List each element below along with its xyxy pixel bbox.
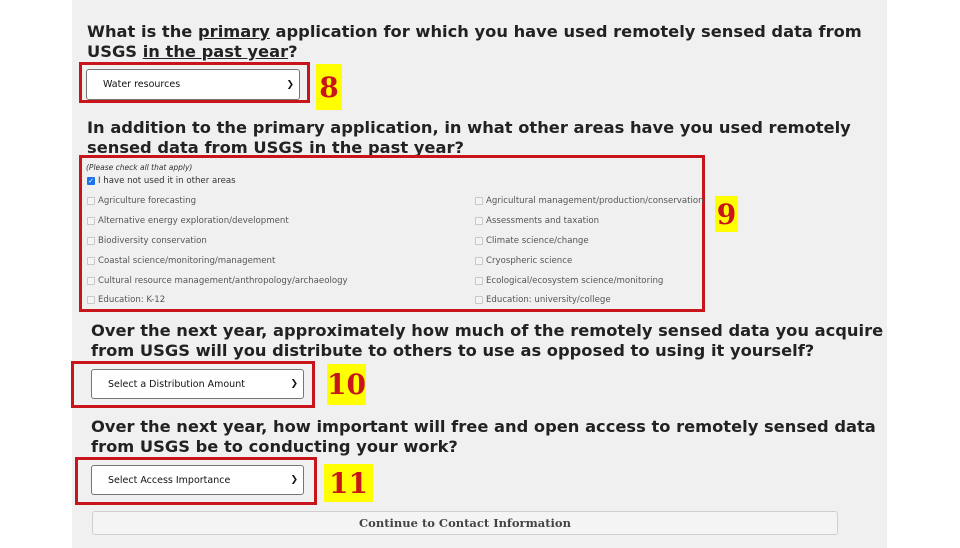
checkbox-label: Cryospheric science (486, 256, 573, 266)
q8-text-primary: primary (198, 22, 270, 41)
primary-application-select[interactable] (86, 69, 300, 100)
checkbox[interactable] (475, 217, 483, 225)
q10-question: Over the next year, approximately how much of the remotely sensed data you acquire from USGS will you distribute to others to use as opposed to using it yourself? (91, 321, 884, 360)
access-importance-select[interactable] (91, 465, 304, 495)
checkbox-label: Education: K-12 (98, 295, 166, 305)
primary-application-value: Water resources (103, 79, 181, 90)
checkbox-row[interactable] (87, 295, 165, 305)
checkbox[interactable] (87, 257, 95, 265)
checkbox-row[interactable] (87, 236, 207, 246)
checkbox[interactable] (475, 257, 483, 265)
q8-number-tag (316, 64, 342, 110)
none-other-areas-label: I have not used it in other areas (98, 176, 236, 186)
checkbox-row[interactable] (87, 216, 289, 226)
checkbox[interactable] (87, 197, 95, 205)
checkbox[interactable] (475, 277, 483, 285)
checkbox-row[interactable] (475, 236, 589, 246)
checkbox-label: Agricultural management/production/conservation (486, 196, 704, 206)
q10-tag-label: 10 (327, 368, 366, 401)
none-other-areas-checkbox-row[interactable] (87, 176, 236, 186)
checkbox-checked-icon[interactable]: ✓ (88, 177, 94, 185)
q8-text-c: ? (288, 42, 298, 61)
checkbox[interactable] (87, 217, 95, 225)
checkbox-label: Education: university/college (486, 295, 611, 305)
checkbox-label: Coastal science/monitoring/management (98, 256, 276, 266)
checkbox-row[interactable] (475, 295, 611, 305)
checkbox-label: Ecological/ecosystem science/monitoring (486, 276, 664, 286)
q8-text-a: What is the (87, 22, 199, 41)
chevron-down-icon: ❯ (286, 79, 294, 90)
checkbox-row[interactable] (475, 196, 704, 206)
checkbox[interactable] (87, 296, 95, 304)
checkbox-row[interactable] (475, 216, 599, 226)
checkbox[interactable] (475, 197, 483, 205)
chevron-down-icon: ❯ (290, 379, 298, 389)
q8-text-b: application for which you have used remotely sensed data from USGS (87, 22, 862, 61)
checkbox-row[interactable] (87, 276, 348, 286)
checkbox[interactable] (475, 296, 483, 304)
q10-number-tag (327, 364, 366, 405)
checkbox-label: Agriculture forecasting (98, 196, 197, 206)
checkbox-row[interactable] (475, 276, 663, 286)
q9-question: In addition to the primary application, in what other areas have you used remotely sensed data from USGS in the past year? (87, 118, 851, 157)
q8-tag-label: 8 (319, 70, 339, 104)
checkbox-label: Assessments and taxation (486, 216, 600, 226)
checkbox-label: Alternative energy exploration/development (98, 216, 289, 226)
q11-tag-label: 11 (329, 466, 368, 500)
distribution-amount-value: Select a Distribution Amount (108, 378, 245, 390)
checkbox-label: Biodiversity conservation (98, 236, 207, 246)
checkbox-row[interactable] (87, 196, 196, 206)
access-importance-value: Select Access Importance (108, 474, 231, 486)
checkbox[interactable] (475, 237, 483, 245)
q9-number-tag (715, 196, 738, 232)
q8-question (87, 22, 877, 62)
q8-text-past-year: in the past year (142, 42, 289, 61)
q9-tag-label: 9 (716, 197, 737, 231)
checkbox-label: Cultural resource management/anthropology/archaeology (98, 276, 348, 286)
q11-question: Over the next year, how important will free and open access to remotely sensed data from USGS be to conducting your work? (91, 417, 876, 456)
checkbox[interactable] (87, 237, 95, 245)
checkbox[interactable] (87, 277, 95, 285)
distribution-amount-select[interactable] (91, 369, 304, 399)
checkbox-row[interactable] (475, 256, 572, 266)
check-all-note: (Please check all that apply) (86, 163, 193, 172)
chevron-down-icon: ❯ (290, 475, 298, 485)
q11-number-tag (324, 464, 373, 502)
checkbox-row[interactable] (87, 256, 275, 266)
continue-button[interactable]: Continue to Contact Information (92, 511, 838, 535)
checkbox-label: Climate science/change (486, 236, 589, 246)
